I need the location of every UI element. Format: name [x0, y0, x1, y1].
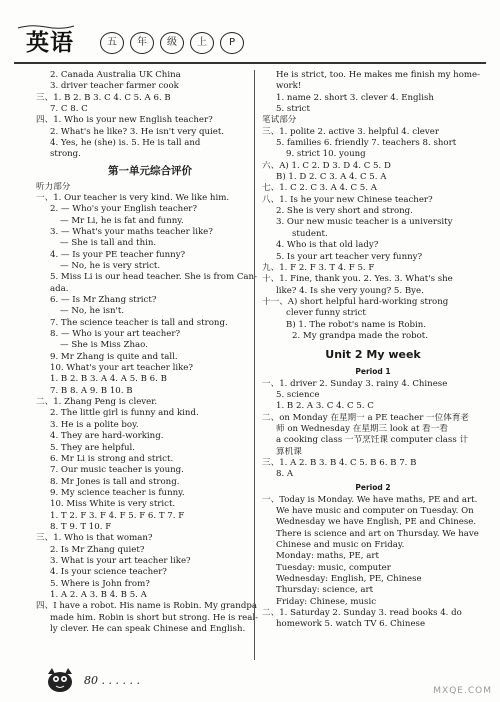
answer-line: 六、A) 1. C 2. D 3. D 4. C 5. D [262, 160, 391, 171]
answer-line: homework 5. watch TV 6. Chinese [276, 619, 426, 630]
answer-line: 8. A [276, 469, 294, 480]
answer-line: 二、1. Zhang Peng is clever. [36, 397, 158, 408]
answer-line: 十一、A) short helpful hard-working strong [262, 296, 449, 307]
answer-line: 5. Miss Li is our head teacher. She is from Can- [50, 272, 257, 283]
answer-line: 5. Is your art teacher very funny? [276, 251, 423, 262]
answer-line: Tuesday: music, computer [276, 562, 391, 573]
answer-line: 2. My grandpa made the robot. [292, 330, 428, 341]
answer-line: 5. strict [276, 104, 310, 115]
answer-line: ly clever. He can speak Chinese and English. [50, 624, 246, 635]
answer-line: 3. He is a polite boy. [50, 419, 139, 430]
answer-line: 算机课 [276, 446, 302, 457]
answer-line: 2. She is very short and strong. [276, 206, 413, 217]
answer-line: ada. [50, 283, 69, 294]
answer-line: 2. — Who's your English teacher? [50, 204, 198, 215]
answer-line: 4. Who is that old lady? [276, 240, 379, 251]
answer-line: Monday: maths, PE, art [276, 551, 379, 562]
answer-line: 1. A 2. A 3. B 4. B 5. A [50, 589, 147, 600]
answer-line: work! [276, 81, 302, 92]
answer-line: Period 2 [355, 482, 391, 492]
answer-line: 七、1. C 2. C 3. A 4. C 5. A [262, 183, 377, 194]
answer-line: 2. The little girl is funny and kind. [50, 408, 199, 419]
answer-line: 二、1. Saturday 2. Sunday 3. read books 4. do [262, 608, 462, 619]
answer-line: 一、1. driver 2. Sunday 3. rainy 4. Chinese [262, 378, 448, 389]
grade-label [100, 32, 244, 54]
page-footer [42, 664, 162, 694]
answer-line: 二、on Monday 在星期一 a PE teacher 一位体育老 [262, 412, 470, 423]
answer-line: 3. Our new music teacher is a university [276, 217, 453, 228]
answer-line: Thursday: science, art [276, 585, 374, 596]
grade-char: 级 [160, 32, 184, 54]
right-answer-column [262, 70, 484, 631]
answer-line: Unit 2 My week [325, 348, 421, 362]
answer-line: There is science and art on Thursday. We have [276, 528, 479, 539]
answer-line: like? 4. Is she very young? 5. Bye. [276, 285, 424, 296]
answer-line: made him. Robin is short but strong. He is real- [50, 612, 258, 623]
answer-line: 师 on Wednesday 在星期三 look at 看一看 [276, 424, 448, 435]
answer-line: 九、1. F 2. F 3. T 4. F 5. F [262, 262, 375, 273]
answer-line: 10. What's your art teacher like? [50, 363, 194, 374]
answer-line: He is strict, too. He makes me finish my home- [276, 70, 481, 80]
answer-line: 7. Our music teacher is young. [50, 465, 184, 476]
answer-line: 第一单元综合评价 [108, 164, 192, 177]
answer-line: — She is Miss Zhao. [60, 340, 148, 351]
answer-line: 8. Mr Jones is tall and strong. [50, 476, 180, 487]
answer-line: 听力部分 [36, 181, 71, 192]
answer-line: 6. Mr Li is strong and strict. [50, 453, 174, 464]
answer-line: 5. science [276, 390, 320, 400]
answer-line: — No, he isn't. [60, 306, 125, 317]
answer-line: 一、Today is Monday. We have maths, PE and art. [262, 494, 478, 505]
mascot-icon [42, 664, 80, 694]
answer-line: 一、1. Our teacher is very kind. We like him. [36, 192, 230, 203]
answer-line: 5. They are helpful. [50, 442, 135, 453]
answer-line: Wednesday we have English, PE and Chinese. [276, 517, 477, 528]
answer-line: 6. — Is Mr Zhang strict? [50, 295, 157, 306]
answer-line: 1. name 2. short 3. clever 4. English [276, 92, 434, 103]
column-divider [254, 70, 255, 660]
answer-line: Period 1 [355, 366, 391, 376]
answer-line: 2. Canada Australia UK China [50, 70, 181, 80]
answer-line: 十、1. Fine, thank you. 2. Yes. 3. What's she [262, 274, 453, 285]
answer-line: 八、1. Is he your new Chinese teacher? [262, 194, 433, 205]
answer-line: 三、1. A 2. B 3. B 4. C 5. B 6. B 7. B [262, 458, 417, 469]
answer-line: 2. Is Mr Zhang quiet? [50, 544, 145, 555]
answer-line: 1. T 2. F 3. F 4. F 5. F 6. T 7. F [50, 510, 185, 521]
answer-line: clever funny strict [286, 308, 366, 319]
answer-line: 9. My science teacher is funny. [50, 487, 185, 498]
answer-line: 5. Where is John from? [50, 578, 150, 589]
answer-line: 1. B 2. A 3. C 4. C 5. C [276, 401, 374, 412]
answer-line: 4. They are hard-working. [50, 431, 164, 442]
answer-line: 9. Mr Zhang is quite and tall. [50, 351, 178, 362]
answer-line: 四、1. Who is your new English teacher? [36, 115, 213, 126]
watermark-text: MXQE.COM [433, 686, 492, 697]
answer-line: 3. driver teacher farmer cook [50, 81, 179, 92]
answer-line: 3. — What's your maths teacher like? [50, 226, 213, 237]
answer-line: 三、1. B 2. B 3. C 4. C 5. A 6. B [36, 92, 171, 103]
answer-line: 7. C 8. C [50, 104, 88, 115]
answer-line: 5. families 6. friendly 7. teachers 8. short [276, 138, 457, 149]
answer-line: — No, he is very strict. [60, 261, 161, 272]
answer-line: 1. B 2. B 3. A 4. A 5. B 6. B [50, 374, 167, 385]
watermark [402, 664, 492, 698]
answer-line: 四、I have a robot. His name is Robin. My grandpa [36, 601, 257, 612]
grade-char: 上 [190, 32, 214, 54]
page-number: 80 . . . . . . [84, 674, 140, 687]
answer-line: 7. B 8. A 9. B 10. B [50, 385, 133, 396]
answer-line: 笔试部分 [262, 115, 297, 126]
answer-line: 三、1. polite 2. active 3. helpful 4. clever [262, 126, 439, 137]
answer-line: We have music and computer on Tuesday. On [276, 505, 474, 516]
answer-line: 8. — Who is your art teacher? [50, 329, 181, 340]
answer-line: 3. What is your art teacher like? [50, 555, 191, 566]
answer-line: student. [292, 228, 328, 239]
answer-line: 2. What's he like? 3. He isn't very quiet. [50, 126, 225, 137]
answer-line: 9. strict 10. young [286, 149, 366, 160]
answer-line: Friday: Chinese, music [276, 596, 377, 607]
answer-line: Wednesday: English, PE, Chinese [276, 574, 422, 585]
subject-title: 英语 [26, 30, 74, 56]
answer-line: 10. Miss White is very strict. [50, 499, 176, 510]
left-answer-column [36, 70, 264, 635]
header-rule [14, 62, 486, 64]
answer-line: Chinese and music on Friday. [276, 540, 405, 551]
answer-line: 4. — Is your PE teacher funny? [50, 249, 186, 260]
page-header [14, 24, 486, 66]
answer-line: B) 1. The robot's name is Robin. [286, 319, 427, 330]
answer-line: 7. The science teacher is tall and strong. [50, 317, 228, 328]
answer-line: — She is tall and thin. [60, 238, 157, 249]
answer-line: 4. Is your science teacher? [50, 567, 167, 578]
answer-line: — Mr Li, he is fat and funny. [60, 215, 184, 226]
grade-char: 五 [100, 32, 124, 54]
answer-line: strong. [50, 149, 81, 160]
grade-char: P [220, 32, 244, 54]
answer-line: 4. Yes, he (she) is. 5. He is tall and [50, 138, 201, 149]
answer-line: 三、1. Who is that woman? [36, 533, 153, 544]
answer-line: B) 1. D 2. C 3. A 4. C 5. A [276, 172, 387, 183]
grade-char: 年 [130, 32, 154, 54]
answer-line: 8. T 9. T 10. F [50, 521, 112, 532]
answer-line: a cooking class 一节烹饪课 computer class 计 [276, 435, 469, 446]
